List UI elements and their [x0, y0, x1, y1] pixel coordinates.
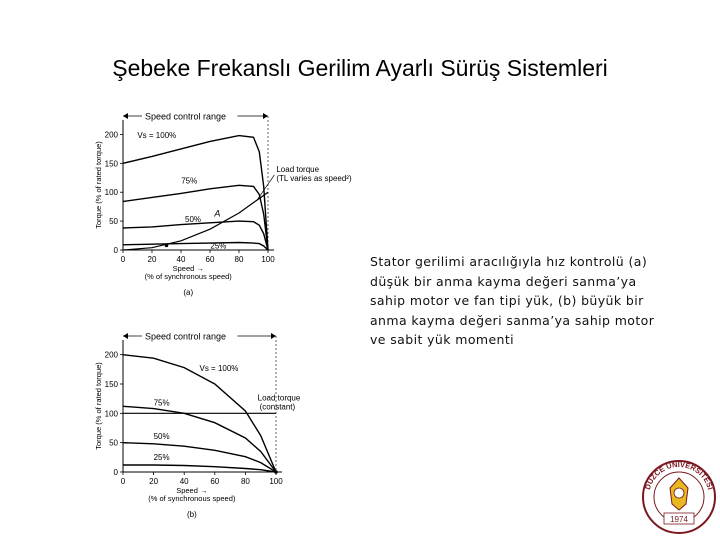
point-a-label: A [214, 208, 221, 219]
y-tick-label: 50 [109, 217, 118, 227]
university-logo [640, 458, 718, 536]
torque-curve [123, 443, 276, 472]
series-label: Vs = 100% [137, 130, 177, 140]
speed-control-range-label: Speed control range [145, 111, 227, 122]
load-torque-pointer [256, 175, 274, 201]
arrow-left-icon [123, 113, 128, 119]
x-tick-label: 40 [179, 477, 189, 486]
logo-year: 1974 [670, 515, 688, 524]
torque-curve [123, 136, 268, 250]
panel-label: (a) [183, 288, 194, 297]
y-tick-label: 100 [104, 409, 118, 419]
arrow-right-icon [263, 113, 268, 119]
series-label: Vs = 100% [199, 363, 239, 373]
arrow-right-icon [271, 333, 276, 339]
x-tick-label: 80 [240, 477, 250, 486]
load-torque-sublabel: (constant) [259, 402, 296, 412]
arrow-left-icon [123, 333, 128, 339]
x-axis-label: Speed → [172, 264, 204, 273]
torque-curve [123, 406, 276, 472]
y-tick-label: 200 [104, 130, 118, 140]
x-axis-label: Speed → [176, 486, 208, 495]
series-label: 75% [181, 176, 198, 186]
speed-control-range-label: Speed control range [145, 331, 227, 342]
load-torque-label: Load torque [276, 165, 320, 174]
x-tick-label: 80 [234, 255, 244, 264]
y-tick-label: 150 [104, 380, 118, 389]
logo-name: DÜZCE ÜNİVERSİTESİ [643, 459, 715, 491]
chart-b [88, 320, 388, 532]
series-label: 50% [185, 214, 202, 224]
y-tick-label: 150 [104, 159, 118, 169]
panel-label: (b) [186, 510, 197, 519]
x-axis-sublabel: (% of synchronous speed) [148, 494, 236, 503]
x-tick-label: 100 [261, 255, 275, 264]
chart-a [88, 102, 388, 302]
y-tick-label: 50 [109, 438, 118, 448]
x-tick-label: 60 [205, 255, 215, 264]
y-axis-label: Torque (% of rated torque) [94, 141, 103, 229]
x-tick-label: 20 [149, 477, 159, 486]
torque-curve [123, 465, 276, 472]
operating-point-marker [165, 244, 169, 248]
slide-title: Şebeke Frekanslı Gerilim Ayarlı Sürüş Sistemleri [112, 55, 608, 81]
y-tick-label: 0 [113, 246, 118, 255]
y-tick-label: 200 [104, 350, 118, 360]
y-tick-label: 100 [104, 188, 118, 198]
x-tick-label: 20 [147, 255, 157, 264]
series-label: 50% [153, 431, 170, 441]
slide-description: Stator gerilimi aracılığıyla hız kontrolü (a) düşük bir anma kayma değeri sanma’ya sahip motor ve fan tipi yük, (b) büyük bir anma kayma değeri sanma’ya sahip motor ve sabit yük momenti [370, 254, 655, 347]
series-label: 25% [153, 452, 170, 462]
x-tick-label: 100 [269, 477, 283, 486]
x-tick-label: 0 [120, 477, 126, 486]
synchronous-speed-marker [274, 470, 278, 474]
x-tick-label: 40 [176, 255, 186, 264]
y-axis-label: Torque (% of rated torque) [94, 362, 103, 450]
load-torque-label: Load torque [257, 393, 301, 403]
y-tick-label: 0 [113, 468, 118, 477]
x-tick-label: 60 [210, 477, 220, 486]
x-axis-sublabel: (% of synchronous speed) [144, 272, 232, 281]
series-label: 75% [153, 398, 170, 408]
series-label: 25% [210, 241, 227, 251]
x-tick-label: 0 [120, 255, 126, 264]
load-torque-sublabel: (TL varies as speed²) [276, 174, 352, 183]
